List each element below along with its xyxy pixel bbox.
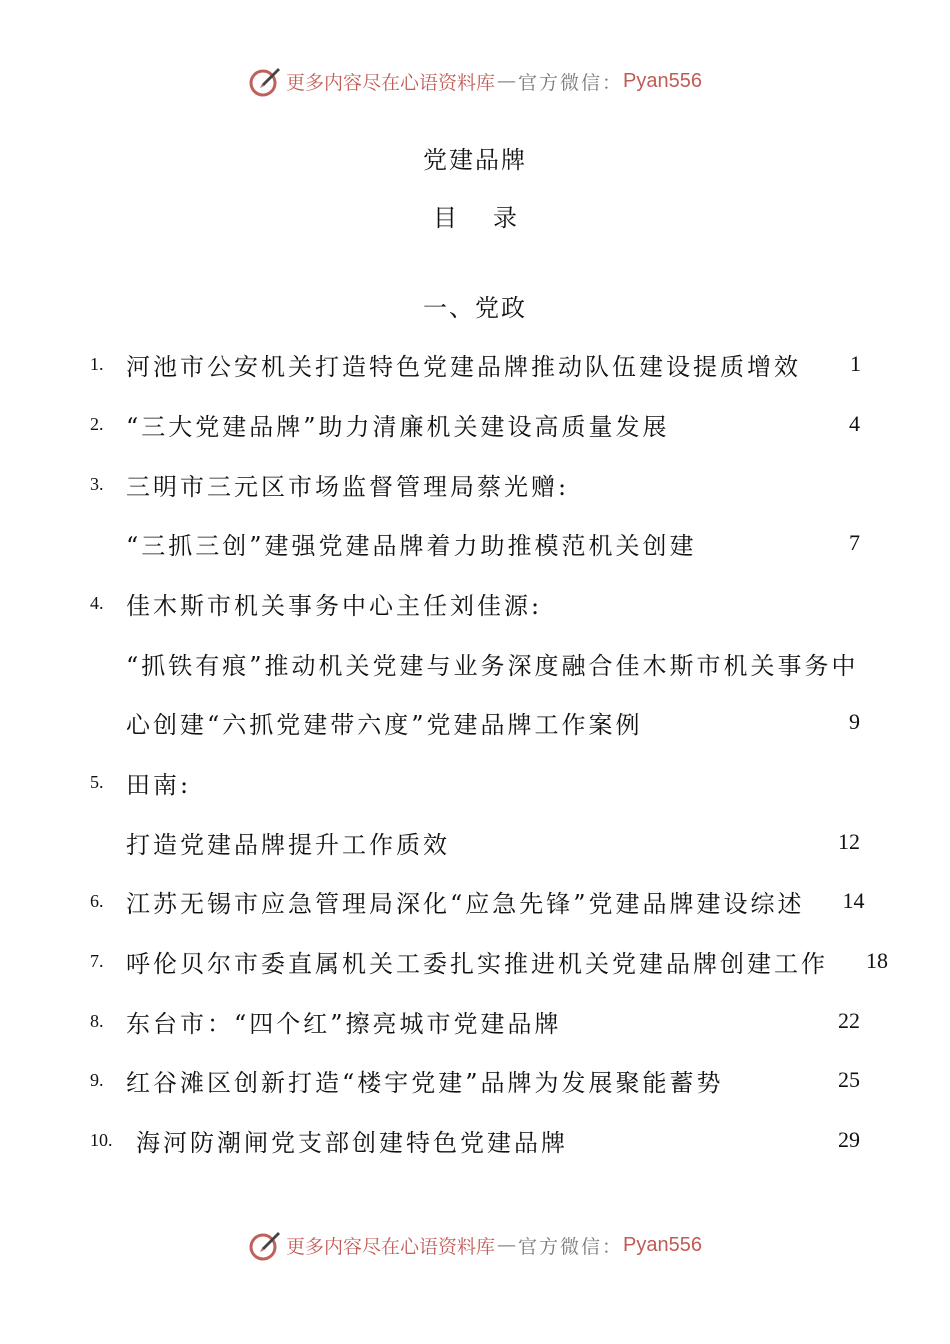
toc-page: 4 [849,411,860,436]
toc-title-cont: “三抓三创”建强党建品牌着力助推模范机关创建 [126,531,697,560]
toc-page: 14 [842,888,865,913]
toc-title: “三大党建品牌”助力清廉机关建设高质量发展 [126,412,670,441]
toc-page: 12 [838,829,860,854]
toc-page: 7 [849,530,860,555]
toc-page: 22 [838,1008,860,1033]
watermark-main-text: 更多内容尽在心语资料库 [286,1235,496,1258]
toc-page: 9 [849,709,860,734]
watermark-footer [0,1228,950,1262]
toc-number: 10. [90,1129,113,1150]
toc-number: 5. [90,771,104,792]
toc-entry-4-cont2[interactable] [90,702,860,742]
toc-number: 9. [90,1069,104,1090]
watermark-dash: — [497,70,517,92]
toc-title: 海河防潮闸党支部创建特色党建品牌 [136,1128,568,1157]
toc-title: 佳木斯市机关事务中心主任刘佳源: [126,591,543,620]
watermark-main-text: 更多内容尽在心语资料库 [286,71,496,94]
pen-logo-icon [248,64,282,98]
toc-page: 29 [838,1127,860,1152]
watermark-dash: — [497,1234,517,1256]
section-heading: 一、党政 [423,294,527,322]
watermark-sub-text: 官方微信： [518,1235,624,1258]
toc-entry-9[interactable] [90,1060,860,1100]
toc-entry-5[interactable] [90,762,860,802]
toc-title: 田南: [126,770,192,799]
toc-title-cont: “抓铁有痕”推动机关党建与业务深度融合佳木斯市机关事务中 [126,651,859,680]
toc-number: 3. [90,473,104,494]
toc-title-cont: 打造党建品牌提升工作质效 [126,830,450,859]
watermark-header [0,64,950,98]
toc-heading: 目录 [433,204,553,232]
toc-entry-1[interactable] [90,344,860,384]
toc-entry-3[interactable] [90,464,860,504]
toc-entry-2[interactable] [90,404,860,444]
toc-title: 河池市公安机关打造特色党建品牌推动队伍建设提质增效 [126,352,801,381]
toc-page: 25 [838,1067,860,1092]
toc-number: 7. [90,950,104,971]
toc-title-cont: 心创建“六抓党建带六度”党建品牌工作案例 [126,710,643,739]
watermark-wechat-id: Pyan556 [623,1233,702,1256]
toc-title: 呼伦贝尔市委直属机关工委扎实推进机关党建品牌创建工作 [126,949,828,978]
toc-entry-4-cont[interactable] [90,643,860,683]
toc-entry-10[interactable] [90,1120,860,1160]
toc-number: 8. [90,1010,104,1031]
toc-title: 东台市：“四个红”擦亮城市党建品牌 [126,1009,562,1038]
toc-title: 江苏无锡市应急管理局深化“应急先锋”党建品牌建设综述 [126,889,805,918]
toc-title: 三明市三元区市场监督管理局蔡光赠: [126,472,570,501]
toc-page: 18 [866,948,888,973]
toc-entry-3-cont[interactable] [90,523,860,563]
toc-page: 1 [850,351,861,376]
toc-title: 红谷滩区创新打造“楼宇党建”品牌为发展聚能蓄势 [126,1068,724,1097]
toc-entry-4[interactable] [90,583,860,623]
toc-number: 6. [90,890,104,911]
toc-number: 1. [90,353,104,374]
document-title: 党建品牌 [423,146,527,174]
toc-number: 4. [90,592,104,613]
toc-entry-7[interactable] [90,941,888,981]
toc-entry-8[interactable] [90,1001,860,1041]
watermark-sub-text: 官方微信： [518,71,624,94]
toc-number: 2. [90,413,104,434]
toc-entry-6[interactable] [90,881,865,921]
watermark-wechat-id: Pyan556 [623,69,702,92]
toc-entry-5-cont[interactable] [90,822,860,862]
pen-logo-icon [248,1228,282,1262]
